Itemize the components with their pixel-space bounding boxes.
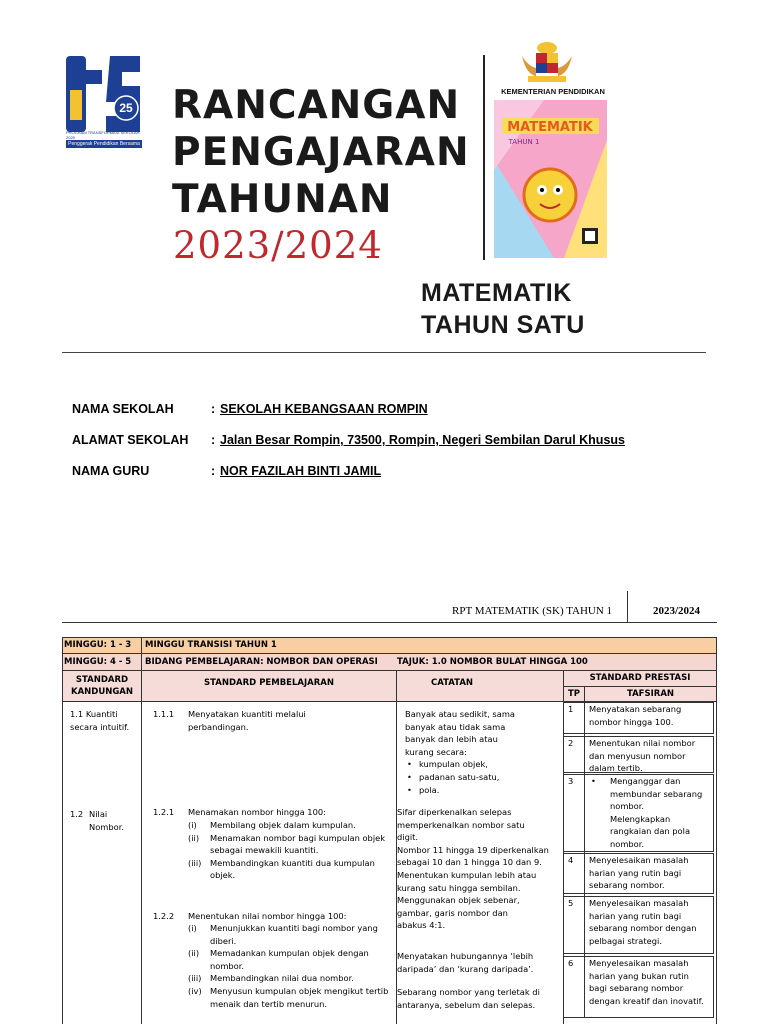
tp-line: rangkaian dan pola [610,826,691,837]
tp-line: dan menyusun nombor [589,750,686,761]
tp-line: Menyelesaikan masalah [589,898,689,908]
header-tp: TP [567,689,581,699]
item-numeral: (i) [188,923,197,933]
bullet-item: • pola. [419,784,560,797]
rpt-header-rule [62,622,717,623]
tp-line: nombor. [610,801,645,812]
item-numeral: (ii) [188,832,200,843]
sp-text: Menyatakan kuantiti melalui perbandingan. [188,709,306,732]
col-divider [141,671,142,1024]
catatan-bullets [405,758,560,796]
header-tafsiran: TAFSIRAN [626,689,675,699]
header-standard-kandungan: STANDARD KANDUNGAN [70,675,134,697]
tp-number: 5 [568,898,574,908]
sk-1-2-text: Nilai Nombor. [89,809,124,832]
item-text: Menyusun kumpulan objek mengikut tertib menaik dan tertib menurun. [210,985,389,1009]
list-item [188,947,393,972]
document-title [172,82,470,223]
catatan-line: antaranya, sebelum dan selepas. [397,999,536,1010]
row-divider [563,686,716,687]
header-divider [483,55,485,260]
title-line-1: RANCANGAN [172,83,461,128]
tp-divider [584,702,585,1018]
bullet-item: • kumpulan objek, [419,758,560,771]
header-rule [62,352,706,353]
catatan-line: banyak atau tidak sama [405,721,506,732]
tp-description [589,703,713,728]
info-value: Jalan Besar Rompin, 73500, Rompin, Negeri Sembilan Darul Khusus [220,433,625,447]
tp-line: sebarang nombor dengan [589,923,697,934]
info-colon: : [211,433,216,447]
topic-title: TAJUK: 1.0 NOMBOR BULAT HINGGA 100 [397,657,588,667]
info-value: SEKOLAH KEBANGSAAN ROMPIN [220,402,428,416]
item-text: Memadankan kumpulan objek dengan nombor. [210,948,369,971]
catatan-line: Sifar diperkenalkan selepas [397,807,512,817]
tp-number: 2 [568,738,574,748]
catatan-line: abakus 4:1. [397,920,446,931]
tp-description [589,897,713,947]
catatan-line: sebagai 10 dan 1 hingga 10 dan 9. [397,857,542,868]
tp-line: pelbagai strategi. [589,935,662,946]
item-numeral: (iv) [188,985,202,996]
catatan-line: kurang secara: [405,746,467,757]
tp-line: Menganggar dan [610,776,681,786]
header-catatan: CATATAN [430,678,474,688]
list-item [188,832,393,857]
catatan-4 [397,986,562,1011]
tp-line: Menentukan nilai nombor [589,738,696,748]
tp-number: 1 [568,704,574,714]
tp-description [589,737,713,775]
tp-line: Menyelesaikan masalah [589,855,689,865]
sp-sublist [188,922,393,1010]
catatan-line: Nombor 11 hingga 19 diperkenalkan [397,844,549,855]
sp-text: Menamakan nombor hingga 100: [188,807,326,817]
tp-line: membundar sebarang [610,788,703,799]
tp-number: 6 [568,958,574,968]
ts25-number: 25 [119,101,133,115]
book-title: MATEMATIK [507,120,593,135]
info-colon: : [211,402,216,416]
item-numeral: (i) [188,820,197,830]
catatan-line: daripada’ dan ‘kurang daripada’. [397,963,534,974]
learning-area: BIDANG PEMBELAJARAN: NOMBOR DAN OPERASI [145,657,378,667]
table-right-border [716,671,717,1024]
subject-line-2: TAHUN SATU [421,311,585,339]
tp-number: 3 [568,776,574,786]
sp-number: 1.2.2 [153,911,175,921]
catatan-line: Banyak atau sedikit, sama [405,709,515,719]
catatan-line: memperkenalkan nombor satu [397,819,525,830]
coat-of-arms-icon [512,40,582,85]
catatan-line: kurang satu hingga sembilan. [397,882,521,893]
tp-line: sebarang nombor. [589,880,665,891]
header-standard-pembelajaran: STANDARD PEMBELAJARAN [204,678,334,688]
tp-line: nombor. [610,838,645,849]
title-line-3: TAHUNAN [172,177,393,222]
item-numeral: (iii) [188,973,202,984]
textbook-cover-image [494,100,607,258]
item-text: Membilang objek dalam kumpulan. [210,820,356,830]
item-numeral: (ii) [188,948,200,959]
sp-text: Menentukan nilai nombor hingga 100: [188,911,347,921]
item-text: Membandingkan kuantiti dua kumpulan objek. [210,857,375,881]
item-text: Menunjukkan kuantiti bagi nombor yang diberi. [210,923,378,946]
list-item [188,985,393,1010]
ministry-label: KEMENTERIAN PENDIDIKAN [501,87,605,96]
catatan-1 [405,708,560,796]
catatan-2 [397,806,562,932]
catatan-line: Sebarang nombor yang terletak di [397,987,540,997]
item-text: Membandingkan nilai dua nombor. [210,973,354,984]
sk-1-2-number: 1.2 [70,809,84,819]
ts-logo-caption: PROGRAM TRANSFORMASI SEKOLAH 2025 [66,130,140,140]
catatan-line: Menyatakan hubungannya ‘lebih [397,951,534,961]
tp-line: harian yang rutin bagi [589,867,682,878]
subject-title [421,277,585,341]
rpt-page-header: RPT MATEMATIK (SK) TAHUN 1 [452,605,613,617]
tp-number: 4 [568,855,574,865]
item-text: Menamakan nombor bagi kumpulan objek sebagai mewakili kuantiti. [210,832,386,856]
catatan-line: gambar, garis nombor dan [397,907,508,918]
info-row-school [0,402,768,418]
info-row-address [0,433,768,449]
catatan-line: Menentukan kumpulan lebih atau [397,869,537,880]
item-numeral: (iii) [188,857,202,868]
tp-line: bagi sebarang nombor [589,983,684,994]
list-item [188,819,393,832]
tp-description [589,854,713,892]
col-divider [141,654,142,671]
tp-line: harian yang bukan rutin [589,970,689,981]
sp-number: 1.2.1 [153,807,175,817]
catatan-line: digit. [397,832,419,843]
list-item [188,972,393,985]
sk-1-1: 1.1 Kuantiti secara intuitif. [70,709,130,732]
book-subtitle: TAHUN 1 [508,138,540,146]
tp-bullet-icon: • [591,776,596,786]
info-value: NOR FAZILAH BINTI JAMIL [220,464,382,478]
title-year: 2023/2024 [173,224,383,267]
info-row-teacher [0,464,768,480]
tp-description [610,775,714,851]
week-transition-text: MINGGU TRANSISI TAHUN 1 [145,640,277,650]
catatan-3 [397,950,562,975]
info-label: ALAMAT SEKOLAH [72,433,189,447]
info-label: NAMA SEKOLAH [72,402,174,416]
subject-line-1: MATEMATIK [421,279,572,307]
catatan-line: banyak dan lebih atau [405,734,498,745]
catatan-line: Menggunakan objek sebenar, [397,895,520,906]
tp-line: Menyatakan sebarang [589,704,682,714]
ts-logo-band: Penggerak Pendidikan Bersama [66,140,142,148]
tp-line: nombor hingga 100. [589,716,674,727]
info-colon: : [211,464,216,478]
sp-sublist [188,819,393,882]
tp-line: dengan kreatif dan inovatif. [589,995,704,1006]
tp-line: dalam tertib. [589,763,643,774]
week-label: MINGGU: 4 - 5 [64,657,132,667]
list-item [188,857,393,882]
bullet-item: • padanan satu-satu, [419,771,560,784]
sp-number: 1.1.1 [153,709,175,719]
title-line-2: PENGAJARAN [172,130,470,175]
table-left-border [62,671,63,1024]
list-item [188,922,393,947]
tp-line: harian yang rutin bagi [589,910,682,921]
header-standard-prestasi: STANDARD PRESTASI [589,673,691,683]
week-label: MINGGU: 1 - 3 [64,640,132,650]
tp-description [589,957,715,1007]
info-label: NAMA GURU [72,464,150,478]
tp-line: Melengkapkan [610,813,671,824]
tp-line: Menyelesaikan masalah [589,958,689,968]
rpt-page-year: 2023/2024 [653,605,701,617]
col-divider [141,637,142,654]
rpt-header-separator [627,591,628,623]
